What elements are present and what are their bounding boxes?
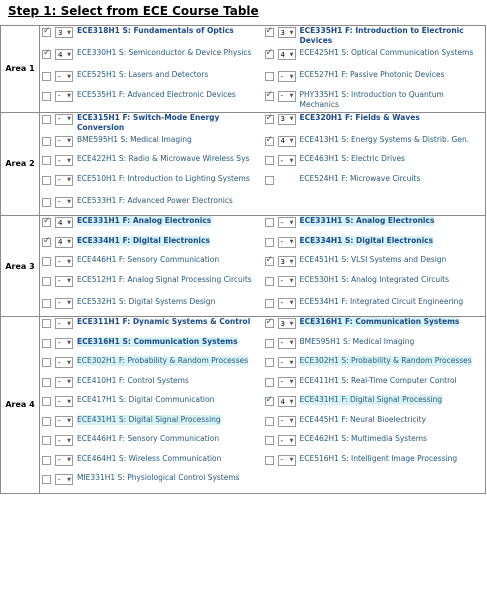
rank-select[interactable] [278, 357, 296, 368]
rank-select[interactable] [55, 155, 73, 166]
course-label[interactable]: ECE318H1 S: Fundamentals of Optics [77, 26, 234, 35]
chevron-down-icon: ▼ [67, 398, 71, 405]
course-item [263, 376, 486, 396]
course-checkbox[interactable] [265, 397, 274, 406]
area-courses [40, 216, 486, 317]
chevron-down-icon: ▼ [67, 199, 71, 205]
course-label[interactable]: ECE431H1 F: Digital Signal Processing [299, 395, 443, 404]
rank-select-value: 4 [58, 50, 63, 59]
rank-select-value: - [58, 475, 61, 484]
area-row [1, 216, 486, 317]
course-checkbox[interactable] [265, 218, 274, 227]
course-item [40, 48, 263, 70]
rank-select[interactable] [55, 114, 73, 125]
rank-select[interactable] [55, 338, 73, 349]
rank-select-value: - [58, 456, 61, 464]
chevron-down-icon: ▼ [289, 219, 294, 226]
course-item [263, 415, 486, 435]
rank-select[interactable] [278, 237, 296, 248]
course-item [40, 434, 263, 454]
course-label[interactable]: ECE446H1 F: Sensory Communication [77, 434, 220, 443]
course-checkbox[interactable] [42, 417, 51, 426]
area-row [1, 26, 486, 113]
rank-select-value: 4 [280, 397, 285, 406]
course-checkbox[interactable] [265, 299, 274, 308]
chevron-down-icon: ▼ [289, 437, 294, 444]
course-checkbox[interactable] [265, 339, 274, 348]
rank-select[interactable] [55, 298, 73, 309]
course-label[interactable]: MIE331H1 S: Physiological Control Systems [77, 473, 240, 482]
course-checkbox[interactable] [42, 218, 51, 227]
rank-select[interactable] [278, 91, 296, 102]
course-item [40, 297, 263, 317]
chevron-down-icon: ▼ [67, 73, 71, 80]
chevron-down-icon: ▼ [67, 476, 71, 483]
chevron-down-icon: ▼ [289, 418, 294, 424]
chevron-down-icon: ▼ [289, 116, 294, 122]
course-item [263, 154, 486, 174]
chevron-down-icon: ▼ [67, 359, 71, 366]
course-checkbox[interactable] [265, 257, 274, 266]
course-checkbox[interactable] [42, 92, 51, 101]
rank-select[interactable] [55, 71, 73, 82]
rank-select-value: - [58, 417, 61, 425]
rank-select-value: - [280, 456, 284, 464]
course-item [263, 434, 486, 454]
course-checkbox[interactable] [42, 176, 51, 185]
course-item [40, 196, 263, 216]
course-item [40, 174, 263, 196]
course-label[interactable]: ECE462H1 S: Multimedia Systems [299, 434, 427, 443]
chevron-down-icon: ▼ [67, 177, 71, 183]
chevron-down-icon: ▼ [67, 239, 71, 245]
area-courses [40, 317, 486, 494]
rank-select[interactable] [55, 377, 73, 388]
course-item [263, 255, 486, 275]
chevron-down-icon: ▼ [67, 116, 71, 122]
area-row [1, 112, 486, 216]
course-item [40, 113, 263, 135]
rank-select-value: - [58, 436, 61, 445]
course-label[interactable]: ECE464H1 S: Wireless Communication [77, 453, 222, 463]
course-checkbox[interactable] [42, 137, 51, 146]
course-label[interactable]: ECE331H1 S: Analog Electronics [299, 216, 435, 225]
course-label[interactable]: ECE532H1 S: Digital Systems Design [77, 296, 216, 306]
rank-select[interactable] [55, 136, 73, 147]
course-item [263, 216, 486, 236]
rank-select-value: - [280, 218, 284, 227]
rank-select[interactable] [55, 396, 73, 407]
course-item [40, 154, 263, 174]
rank-select-value: - [58, 137, 61, 145]
course-label[interactable]: ECE533H1 F: Advanced Power Electronics [77, 195, 233, 205]
chevron-down-icon: ▼ [67, 258, 71, 265]
course-item [263, 395, 486, 415]
rank-select[interactable] [278, 416, 296, 427]
course-label[interactable]: ECE445H1 F: Neural Bioelectricity [299, 414, 427, 424]
course-checkbox[interactable] [265, 417, 274, 426]
course-label[interactable]: ECE451H1 S: VLSI Systems and Design [299, 255, 447, 264]
course-checkbox[interactable] [42, 156, 51, 165]
rank-select[interactable] [55, 416, 73, 427]
course-checkbox[interactable] [42, 436, 51, 445]
chevron-down-icon: ▼ [289, 258, 294, 265]
rank-select[interactable] [278, 435, 296, 446]
course-checkbox[interactable] [265, 137, 274, 146]
chevron-down-icon: ▼ [289, 157, 294, 164]
course-item [40, 376, 263, 396]
rank-select-value: 3 [280, 319, 285, 328]
chevron-down-icon: ▼ [289, 239, 294, 245]
course-label[interactable]: ECE527H1 F: Passive Photonic Devices [299, 70, 445, 79]
rank-select-value: - [280, 358, 284, 367]
rank-select-value: - [58, 358, 61, 367]
course-label[interactable]: ECE334H1 S: Digital Electronics [299, 235, 434, 245]
rank-select-value: - [280, 238, 284, 246]
rank-select[interactable] [278, 71, 296, 82]
course-item [263, 135, 486, 155]
course-item [40, 395, 263, 415]
rank-select[interactable] [55, 256, 73, 267]
course-item [263, 26, 486, 48]
course-item [40, 135, 263, 155]
course-item [40, 317, 263, 337]
course-checkbox[interactable] [42, 50, 51, 59]
course-item [263, 317, 486, 337]
chevron-down-icon: ▼ [67, 457, 71, 463]
rank-select-value: - [58, 277, 61, 285]
course-item [263, 70, 486, 90]
rank-select[interactable] [55, 197, 73, 208]
rank-select-value: - [280, 299, 284, 307]
rank-select-value: - [58, 115, 61, 123]
area-courses [40, 112, 486, 216]
rank-select-value: 3 [58, 28, 63, 37]
course-label[interactable]: ECE334H1 F: Digital Electronics [77, 235, 210, 245]
course-checkbox[interactable] [265, 358, 274, 367]
rank-select-value: - [280, 417, 284, 425]
chevron-down-icon: ▼ [67, 93, 71, 99]
area-label: Area 1 [1, 26, 40, 113]
rank-select[interactable] [55, 217, 73, 228]
rank-select[interactable] [55, 175, 73, 186]
rank-select[interactable] [55, 474, 73, 485]
chevron-down-icon: ▼ [289, 278, 294, 284]
chevron-down-icon: ▼ [67, 219, 71, 226]
course-checkbox[interactable] [42, 475, 51, 484]
chevron-down-icon: ▼ [289, 340, 294, 346]
chevron-down-icon: ▼ [67, 418, 71, 424]
course-checkbox[interactable] [265, 115, 274, 124]
course-item [40, 454, 263, 474]
chevron-down-icon: ▼ [289, 320, 294, 327]
rank-select-value: - [58, 92, 61, 100]
rank-select[interactable] [55, 318, 73, 329]
chevron-down-icon: ▼ [67, 51, 71, 58]
rank-select[interactable] [55, 276, 73, 287]
course-checkbox[interactable] [265, 456, 274, 465]
rank-select[interactable] [278, 455, 296, 466]
rank-select-value: - [280, 277, 284, 285]
course-checkbox[interactable] [42, 299, 51, 308]
course-label[interactable]: ECE422H1 S: Radio & Microwave Wireless Sys [77, 154, 250, 163]
chevron-down-icon: ▼ [67, 29, 71, 36]
chevron-down-icon: ▼ [67, 379, 71, 385]
area-courses [40, 26, 486, 113]
page-title: Step 1: Select from ECE Course Table [8, 4, 259, 18]
course-item [263, 297, 486, 317]
course-checkbox[interactable] [265, 50, 274, 59]
rank-select-value: 4 [58, 218, 63, 227]
course-item [263, 113, 486, 133]
course-label[interactable]: ECE316H1 S: Communication Systems [77, 336, 238, 346]
rank-select[interactable] [278, 155, 296, 166]
course-checkbox[interactable] [265, 238, 274, 247]
course-label[interactable]: PHY335H1 S: Introduction to Quantum Mechanics [299, 89, 444, 109]
rank-select[interactable] [278, 318, 296, 329]
chevron-down-icon: ▼ [289, 93, 294, 99]
course-checkbox[interactable] [265, 28, 274, 37]
rank-select-value: - [58, 156, 61, 165]
course-checkbox[interactable] [265, 436, 274, 445]
course-checkbox[interactable] [42, 456, 51, 465]
course-label[interactable]: ECE534H1 F: Integrated Circuit Engineering [299, 296, 464, 306]
course-label[interactable]: ECE311H1 F: Dynamic Systems & Control [77, 317, 251, 326]
course-label[interactable]: ECE516H1 S: Intelligent Image Processing [299, 453, 458, 463]
chevron-down-icon: ▼ [289, 73, 294, 80]
chevron-down-icon: ▼ [289, 457, 294, 463]
chevron-down-icon: ▼ [67, 157, 71, 164]
rank-select-value: 4 [280, 50, 285, 59]
chevron-down-icon: ▼ [67, 320, 71, 327]
course-label[interactable]: ECE510H1 F: Introduction to Lighting Systems [77, 173, 250, 183]
course-label[interactable]: ECE512H1 F: Analog Signal Processing Circuits [77, 274, 252, 284]
chevron-down-icon: ▼ [289, 29, 294, 36]
chevron-down-icon: ▼ [67, 278, 71, 284]
chevron-down-icon: ▼ [289, 300, 294, 306]
rank-select[interactable] [55, 455, 73, 466]
course-item [263, 337, 486, 357]
course-label[interactable]: ECE417H1 S: Digital Communication [77, 395, 215, 404]
area-row [1, 317, 486, 494]
rank-select-value: - [280, 436, 284, 445]
rank-select[interactable] [278, 298, 296, 309]
course-item [40, 473, 263, 493]
course-label[interactable]: ECE411H1 S: Real-Time Computer Control [299, 375, 457, 385]
course-item [40, 415, 263, 435]
course-checkbox[interactable] [265, 156, 274, 165]
chevron-down-icon: ▼ [289, 51, 294, 58]
chevron-down-icon: ▼ [289, 138, 294, 144]
course-item [40, 255, 263, 275]
rank-select-value: - [58, 397, 61, 406]
area-label: Area 4 [1, 317, 40, 494]
chevron-down-icon: ▼ [289, 379, 294, 385]
course-checkbox[interactable] [265, 92, 274, 101]
course-label[interactable]: ECE335H1 F: Introduction to Electronic Devices [299, 26, 464, 45]
course-checkbox[interactable] [42, 257, 51, 266]
rank-select-value: - [58, 339, 61, 347]
course-checkbox[interactable] [42, 397, 51, 406]
rank-select-value: - [58, 176, 61, 184]
rank-select[interactable] [278, 377, 296, 388]
course-label[interactable]: ECE331H1 F: Analog Electronics [77, 216, 212, 225]
chevron-down-icon: ▼ [67, 437, 71, 444]
course-item [40, 356, 263, 376]
course-label[interactable]: ECE302H1 S: Probability & Random Processes [299, 356, 472, 365]
course-label[interactable]: ECE316H1 F: Communication Systems [299, 317, 460, 326]
course-label[interactable]: ECE463H1 S: Electric Drives [299, 154, 406, 163]
course-table-body [1, 26, 486, 494]
course-checkbox[interactable] [42, 319, 51, 328]
course-table [0, 25, 486, 494]
course-item [263, 275, 486, 295]
area-label: Area 2 [1, 112, 40, 216]
course-item [40, 70, 263, 90]
course-checkbox[interactable] [42, 358, 51, 367]
chevron-down-icon: ▼ [67, 138, 71, 144]
course-label[interactable]: ECE530H1 S: Analog Integrated Circuits [299, 274, 450, 284]
rank-select[interactable] [278, 49, 296, 60]
course-item [263, 90, 486, 112]
course-checkbox[interactable] [42, 72, 51, 81]
rank-select[interactable] [278, 276, 296, 287]
course-checkbox[interactable] [42, 339, 51, 348]
course-item [40, 275, 263, 297]
chevron-down-icon: ▼ [289, 398, 294, 405]
course-checkbox[interactable] [42, 238, 51, 247]
rank-select[interactable] [278, 396, 296, 407]
course-item [263, 236, 486, 256]
course-label[interactable]: ECE302H1 F: Probability & Random Processes [77, 356, 249, 365]
course-label[interactable]: ECE431H1 S: Digital Signal Processing [77, 414, 221, 424]
rank-select[interactable] [278, 27, 296, 38]
rank-select[interactable] [278, 256, 296, 267]
rank-select-value: - [280, 156, 284, 165]
course-label[interactable]: ECE315H1 F: Switch-Mode Energy Conversion [77, 112, 220, 132]
rank-select[interactable] [55, 49, 73, 60]
course-item [263, 356, 486, 376]
rank-select-value: - [58, 72, 61, 81]
course-item [40, 216, 263, 236]
rank-select-value: - [280, 72, 284, 81]
chevron-down-icon: ▼ [67, 340, 71, 346]
course-label[interactable]: ECE524H1 F: Microwave Circuits [299, 173, 421, 183]
rank-select[interactable] [278, 338, 296, 349]
rank-select-value: - [280, 92, 284, 100]
course-label[interactable]: ECE446H1 F: Sensory Communication [77, 255, 220, 264]
course-checkbox[interactable] [265, 176, 274, 185]
course-checkbox[interactable] [265, 72, 274, 81]
rank-select-value: 3 [280, 28, 285, 37]
course-label[interactable]: ECE535H1 F: Advanced Electronic Devices [77, 89, 236, 99]
course-item [40, 90, 263, 110]
area-label: Area 3 [1, 216, 40, 317]
course-item [40, 26, 263, 46]
course-item [40, 337, 263, 357]
rank-select-value: - [58, 198, 61, 206]
course-checkbox[interactable] [42, 378, 51, 387]
course-item [40, 236, 263, 256]
rank-select[interactable] [55, 27, 73, 38]
course-checkbox[interactable] [265, 378, 274, 387]
course-checkbox[interactable] [265, 277, 274, 286]
rank-select[interactable] [55, 91, 73, 102]
course-label[interactable]: BME595H1 S: Medical Imaging [77, 134, 192, 144]
course-label[interactable]: ECE320H1 F: Fields & Waves [299, 112, 420, 122]
chevron-down-icon: ▼ [67, 300, 71, 306]
course-label[interactable]: BME595H1 S: Medical Imaging [299, 336, 415, 346]
course-label[interactable]: ECE425H1 S: Optical Communication Systems [299, 48, 474, 57]
rank-select[interactable] [55, 435, 73, 446]
course-label[interactable]: ECE413H1 S: Energy Systems & Distrib. Gen. [299, 134, 470, 144]
rank-select[interactable] [55, 237, 73, 248]
course-checkbox[interactable] [42, 28, 51, 37]
chevron-down-icon: ▼ [289, 359, 294, 366]
course-checkbox[interactable] [42, 277, 51, 286]
rank-select-value: - [58, 378, 61, 386]
rank-select-value: 3 [280, 257, 285, 266]
rank-select[interactable] [55, 357, 73, 368]
rank-select-value: 3 [280, 115, 285, 123]
rank-select-value: - [58, 319, 61, 328]
course-checkbox[interactable] [42, 115, 51, 124]
rank-select[interactable] [278, 217, 296, 228]
course-item [263, 174, 486, 194]
rank-select-value: - [280, 378, 284, 386]
rank-select[interactable] [278, 136, 296, 147]
course-label[interactable]: ECE410H1 F: Control Systems [77, 375, 189, 385]
course-label[interactable]: ECE525H1 S: Lasers and Detectors [77, 70, 209, 79]
rank-select-value: - [58, 257, 61, 266]
course-checkbox[interactable] [42, 198, 51, 207]
course-item [263, 48, 486, 68]
course-label[interactable]: ECE330H1 S: Semiconductor & Device Physics [77, 48, 252, 57]
rank-select-value: 4 [58, 238, 63, 246]
rank-select[interactable] [278, 114, 296, 125]
rank-select-value: 4 [280, 137, 285, 145]
rank-select-value: - [58, 299, 61, 307]
course-item [263, 454, 486, 474]
rank-select-value: - [280, 339, 284, 347]
course-checkbox[interactable] [265, 319, 274, 328]
